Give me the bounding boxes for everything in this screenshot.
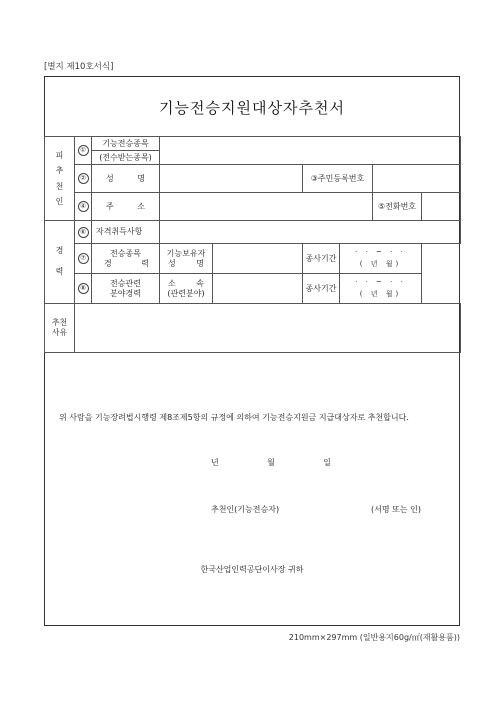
resident-id-label: ③주민등록번호	[303, 165, 373, 193]
name-label: 성 명	[92, 165, 160, 193]
form-number: [별지 제10호서식]	[44, 62, 114, 72]
phone-label: ⑤전화번호	[373, 193, 422, 221]
skill-item-field[interactable]	[160, 137, 461, 165]
related-career-label: 전승관련 분야경력	[92, 274, 160, 304]
affiliation-label: 소 속 (관련분야)	[160, 274, 213, 304]
transmission-career-label: 전승종목 경 력	[92, 244, 160, 274]
row4-number: ④	[75, 193, 92, 221]
period-label-1: 종사기간	[303, 244, 340, 274]
row6-number: ⑥	[75, 221, 92, 244]
recommendee-section-label: 피 추 천 인	[45, 137, 75, 221]
date-line	[211, 457, 331, 468]
period-label-2: 종사기간	[303, 274, 340, 304]
name-field[interactable]	[160, 165, 303, 193]
paper-size-note: 210mm×297mm (일반용지60g/㎡(재활용품))	[288, 633, 460, 642]
date-day: 일	[323, 458, 331, 467]
statement-text: 위 사람을 기능장려법시행령 제8조제5항의 규정에 의하여 기능전승지원금 지급대상자로 추천합니다.	[59, 413, 409, 422]
recommender-label: 추천인(기능전승자)	[211, 505, 280, 514]
signature-label: (서명 또는 인)	[371, 505, 421, 514]
skill-item-label: 기능전승종목	[92, 137, 160, 151]
career-section-label: 경 력	[45, 221, 75, 304]
form-table	[44, 136, 461, 353]
period-field-1[interactable]: · · ~ · · ( 년 월)	[340, 244, 422, 274]
address-label: 주 소	[92, 193, 160, 221]
row1-number: ①	[75, 137, 92, 165]
qualification-label: 자격취득사항	[92, 221, 160, 244]
skill-item-sublabel: (전수받는종목)	[92, 151, 160, 165]
form-frame	[44, 76, 460, 626]
reason-field[interactable]	[75, 304, 461, 353]
row7-number: ⑦	[75, 244, 92, 274]
form-title: 기능전승지원대상자추천서	[159, 99, 345, 117]
row8-number: ⑧	[75, 274, 92, 304]
resident-id-field[interactable]	[373, 165, 461, 193]
holder-name-label: 기능보유자 성 명	[160, 244, 213, 274]
period-field-2[interactable]: · · ~ · · ( 년 월)	[340, 274, 422, 304]
qualification-field[interactable]	[160, 221, 461, 244]
row2-number: ②	[75, 165, 92, 193]
date-month: 월	[267, 458, 275, 467]
address-field[interactable]	[160, 193, 373, 221]
date-year: 년	[211, 458, 219, 467]
phone-field[interactable]	[422, 193, 461, 221]
holder-name-field[interactable]	[213, 244, 303, 274]
addressee: 한국산업인력공단이사장 귀하	[200, 565, 304, 574]
reason-label: 추천 사유	[45, 304, 75, 353]
affiliation-field[interactable]	[213, 274, 303, 304]
